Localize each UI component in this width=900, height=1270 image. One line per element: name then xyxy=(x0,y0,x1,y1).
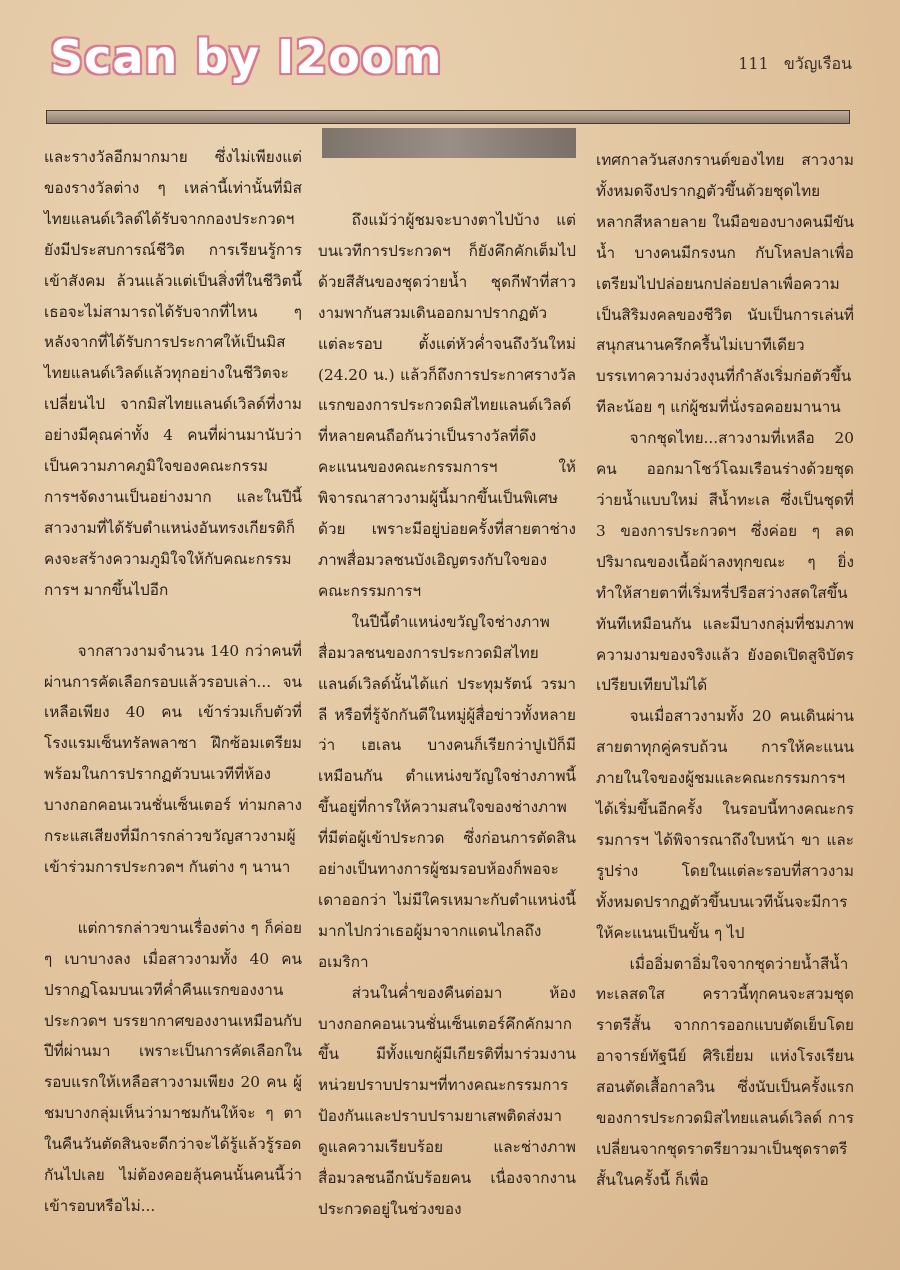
paragraph: จากสาวงามจำนวน 140 กว่าคนที่ผ่านการคัดเลือกรอบแล้วรอบเล่า... จนเหลือเพียง 40 คน เข้าร่วมเก็บตัวที่โรงแรมเซ็นทรัลพลาซา ฝึกซ้อมเตรียมพร้อมในการปรากฏตัวบนเวทีที่ห้องบางกอกคอนเวนชั่นเซ็นเตอร์ ท่ามกลางกระแสเสียงที่มีการกล่าวขวัญสาวงามผู้เข้าร่วมการประกวดฯ กันต่าง ๆ นานา xyxy=(44,641,302,876)
paragraph: แต่การกล่าวขานเรื่องต่าง ๆ ก็ค่อย ๆ เบาบางลง เมื่อสาวงามทั้ง 40 คน ปรากฏโฉมบนเวทีค่ำคืนแรกของงานประกวดฯ บรรยากาศของงานเหมือนกับปีที่ผ่านมา เพราะเป็นการคัดเลือกในรอบแรกให้เหลือสาวงามเพียง 20 คน ผู้ชมบางกลุ่มเห็นว่ามาชมกันให้จะ ๆ ตาในคืนวันตัดสินจะดีกว่าจะได้รู้แล้วรู้รอดกันไปเลย ไม่ต้องคอยลุ้นคนนั้นคนนี้ว่าเข้ารอบหรือไม่... xyxy=(44,918,302,1215)
scan-watermark: Scan by I2oom xyxy=(50,30,443,84)
section-bar xyxy=(322,128,576,158)
column-2 xyxy=(318,205,576,1225)
paragraph: ส่วนในค่ำของคืนต่อมา ห้องบางกอกคอนเวนชั่นเซ็นเตอร์คึกคักมากขึ้น มีทั้งแขกผู้มีเกียรติที่มาร่วมงาน หน่วยปราบปรามฯที่ทางคณะกรรมการป้องกันและปราบปรามยาเสพติดส่งมาดูแลความเรียบร้อย และช่างภาพสื่อมวลชนอีกนับร้อยคน เนื่องจากงานประกวดอยู่ในช่วงของ xyxy=(318,983,576,1218)
paragraph: ถึงแม้ว่าผู้ชมจะบางตาไปบ้าง แต่บนเวทีการประกวดฯ ก็ยังคึกคักเต็มไปด้วยสีสันของชุดว่ายน้ำ ชุดกีฬาที่สาวงามพากันสวมเดินออกมาปรากฏตัวแต่ละรอบ ตั้งแต่หัวค่ำจนถึงวันใหม่ (24.20 น.) แล้วก็ถึงการประกาศรางวัลแรกของการประกวดมิสไทยแลนด์เวิลด์ที่หลายคนถือกันว่าเป็นรางวัลที่ดึงคะแนนของคณะกรรมการฯ ให้พิจารณาสาวงามผู้นี้มากขึ้นเป็นพิเศษด้วย เพราะมีอยู่บ่อยครั้งที่สายตาช่างภาพสื่อมวลชนบังเอิญตรงกับใจของคณะกรรมการฯ xyxy=(318,211,576,600)
column-1 xyxy=(44,142,302,1222)
magazine-name: ขวัญเรือน xyxy=(783,54,852,73)
paragraph: จากชุดไทย...สาวงามที่เหลือ 20 คน ออกมาโชว์โฉมเรือนร่างด้วยชุดว่ายน้ำแบบใหม่ สีน้ำทะเล ซึ่งเป็นชุดที่ 3 ของการประกวดฯ ซึ่งค่อย ๆ ลดปริมาณของเนื้อผ้าลงทุกขณะ ๆ ยิ่งทำให้สายตาที่เริ่มหรี่ปรือสว่างสดใสขึ้นทันทีเหมือนกัน และมีบางกลุ่มที่ชมภาพความงามของจริงแล้ว ยังอดเปิดสูจิบัตรเปรียบเทียบไม่ได้ xyxy=(596,429,854,695)
page-number: 111 xyxy=(738,54,769,73)
paragraph: เทศกาลวันสงกรานต์ของไทย สาวงามทั้งหมดจึงปรากฏตัวขึ้นด้วยชุดไทยหลากสีหลายลาย ในมือของบางคนมีขันน้ำ บางคนมีกรงนก กับโหลปลาเพื่อเตรียมไปปล่อยนกปล่อยปลาเพื่อความเป็นสิริมงคลของชีวิต นับเป็นการเล่นที่สนุกสนานครึกครื้นไม่เบาทีเดียว บรรเทาความง่วงงุนที่กำลังเริ่มก่อตัวขึ้นทีละน้อย ๆ แก่ผู้ชมที่นั่งรอคอยมานาน xyxy=(596,151,854,417)
paragraph: เมื่ออิ่มตาอิ่มใจจากชุดว่ายน้ำสีน้ำทะเลสดใส คราวนี้ทุกคนจะสวมชุดราตรีสั้น จากการออกแบบตัดเย็บโดยอาจารย์ทัฐนีย์ ศิริเยี่ยม แห่งโรงเรียนสอนตัดเสื้อกาลวิน ซึ่งนับเป็นครั้งแรกของการประกวดมิสไทยแลนด์เวิลด์ การเปลี่ยนจากชุดราตรียาวมาเป็นชุดราตรีสั้นในครั้งนี้ ก็เพื่อ xyxy=(596,954,854,1189)
page-header xyxy=(728,52,852,77)
paragraph: และรางวัลอีกมากมาย ซึ่งไม่เพียงแต่ของรางวัลต่าง ๆ เหล่านี้เท่านั้นที่มิสไทยแลนด์เวิลด์ได้รับจากกองประกวดฯ ยังมีประสบการณ์ชีวิต การเรียนรู้การเข้าสังคม ล้วนแล้วแต่เป็นสิ่งที่ในชีวิตนี้เธอจะไม่สามารถได้รับจากที่ไหน ๆ หลังจากที่ได้รับการประกาศให้เป็นมิสไทยแลนด์เวิลด์แล้วทุกอย่างในชีวิตจะเปลี่ยนไป จากมิสไทยแลนด์เวิลด์ที่งามอย่างมีคุณค่าทั้ง 4 คนที่ผ่านมานับว่าเป็นความภาคภูมิใจของคณะกรรมการฯจัดงานเป็นอย่างมาก และในปีนี้สาวงามที่ได้รับตำแหน่งอันทรงเกียรติก็คงจะสร้างความภูมิใจให้กับคณะกรรมการฯ มากขึ้นไปอีก xyxy=(44,148,302,599)
header-rule xyxy=(46,110,850,124)
paragraph: ในปีนี้ตำแหน่งขวัญใจช่างภาพสื่อมวลชนของการประกวดมิสไทยแลนด์เวิลด์นั้นได้แก่ ประทุมรัตน์ วรมาลี หรือที่รู้จักกันดีในหมู่ผู้สื่อข่าวทั้งหลายว่า เฮเลน บางคนก็เรียกว่าปูเป้ก็มีเหมือนกัน ตำแหน่งขวัญใจช่างภาพนี้ขึ้นอยู่ที่การให้ความสนใจของช่างภาพที่มีต่อผู้เข้าประกวด ซึ่งก่อนการตัดสินอย่างเป็นทางการผู้ชมรอบห้องก็พอจะเดาออกว่า ไม่มีใครเหมาะกับตำแหน่งนี้ มากไปกว่าเธอผู้มาจากแดนไกลถึงอเมริกา xyxy=(318,612,576,971)
paragraph: จนเมื่อสาวงามทั้ง 20 คนเดินผ่านสายตาทุกคู่ครบถ้วน การให้คะแนนภายในใจของผู้ชมและคณะกรรมการฯ ได้เริ่มขึ้นอีกครั้ง ในรอบนี้ทางคณะกรรมการฯ ได้พิจารณาถึงใบหน้า ขา และรูปร่าง โดยในแต่ละรอบที่สาวงามทั้งหมดปรากฏตัวขึ้นบนเวทีนั้นจะมีการให้คะแนนเป็นขั้น ๆ ไป xyxy=(596,707,854,942)
column-3 xyxy=(596,145,854,1196)
